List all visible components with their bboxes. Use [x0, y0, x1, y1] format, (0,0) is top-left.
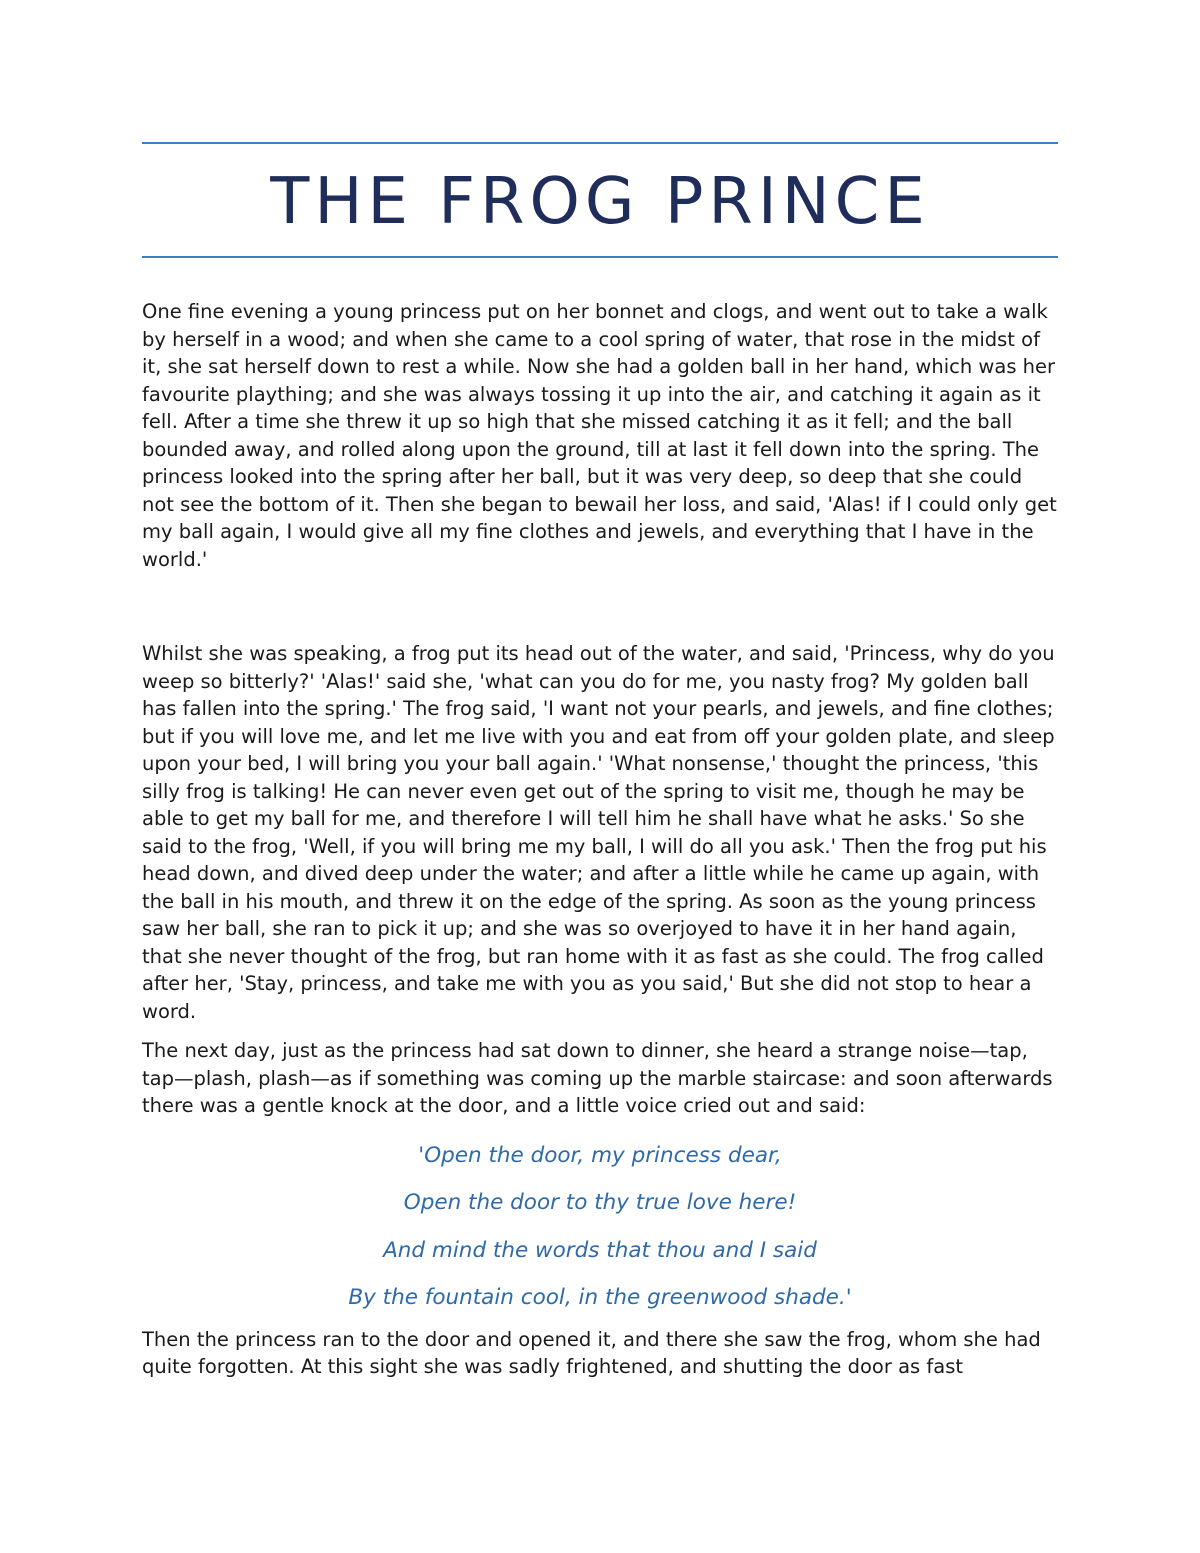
- page-content: [142, 142, 1058, 1381]
- verse-line-1: 'Open the door, my princess dear,: [418, 1142, 782, 1168]
- verse-line-3: And mind the words that thou and I said: [383, 1237, 817, 1263]
- document-title: THE FROG PRINCE: [270, 165, 930, 239]
- verse-line-4: By the fountain cool, in the greenwood shade.': [348, 1285, 852, 1310]
- paragraph-1: One fine evening a young princess put on her bonnet and clogs, and went out to take a walk by herself in a wood; and when she came to a cool spring of water, that rose in the midst of it, she sat herself down to rest a while. Now she had a golden ball in her hand, which was her favourite plaything; and she was always tossing it up into the air, and catching it again as it fell. After a time she threw it up so high that she missed catching it as it fell; and the ball bounded away, and rolled along upon the ground, till at last it fell down into the spring. The princess looked into the spring after her ball, but it was very deep, so deep that she could not see the bottom of it. Then she began to bewail her loss, and said, 'Alas! if I could only get my ball again, I would give all my fine clothes and jewels, and everything that I have in the world.': [142, 300, 1057, 571]
- paragraph-2: Whilst she was speaking, a frog put its head out of the water, and said, 'Princess, why do you weep so bitterly?' 'Alas!' said she, 'what can you do for me, you nasty frog? My golden ball has fallen into the spring.' The frog said, 'I want not your pearls, and jewels, and fine clothes; but if you will love me, and let me live with you and eat from off your golden plate, and sleep upon your bed, I will bring you your ball again.' 'What nonsense,' thought the princess, 'this silly frog is talking! He can never even get out of the spring to visit me, though he may be able to get my ball for me, and therefore I will tell him he shall have what he asks.' So she said to the frog, 'Well, if you will bring me my ball, I will do all you ask.' Then the frog put his head down, and dived deep under the water; and after a little while he came up again, with the ball in his mouth, and threw it on the edge of the spring. As soon as the young princess saw her ball, she ran to pick it up; and she was so overjoyed to have it in her hand again, that she never thought of the frog, but ran home with it as fast as she could. The frog called after her, 'Stay, princess, and take me with you as you said,' But she did not stop to hear a word.: [142, 642, 1055, 1023]
- verse-block: [142, 1132, 1058, 1322]
- paragraph-4: Then the princess ran to the door and opened it, and there she saw the frog, whom she had quite forgotten. At this sight she was sadly frightened, and shutting the door as fast: [142, 1327, 1041, 1378]
- verse-line-2: Open the door to thy true love here!: [403, 1190, 797, 1215]
- paragraph-3: The next day, just as the princess had sat down to dinner, she heard a strange noise—tap, tap—plash, plash—as if something was coming up the marble staircase: and soon afterwards there was a gentle knock at the door, and a little voice cried out and said:: [142, 1039, 1053, 1117]
- title-bottom-rule: [142, 256, 1058, 258]
